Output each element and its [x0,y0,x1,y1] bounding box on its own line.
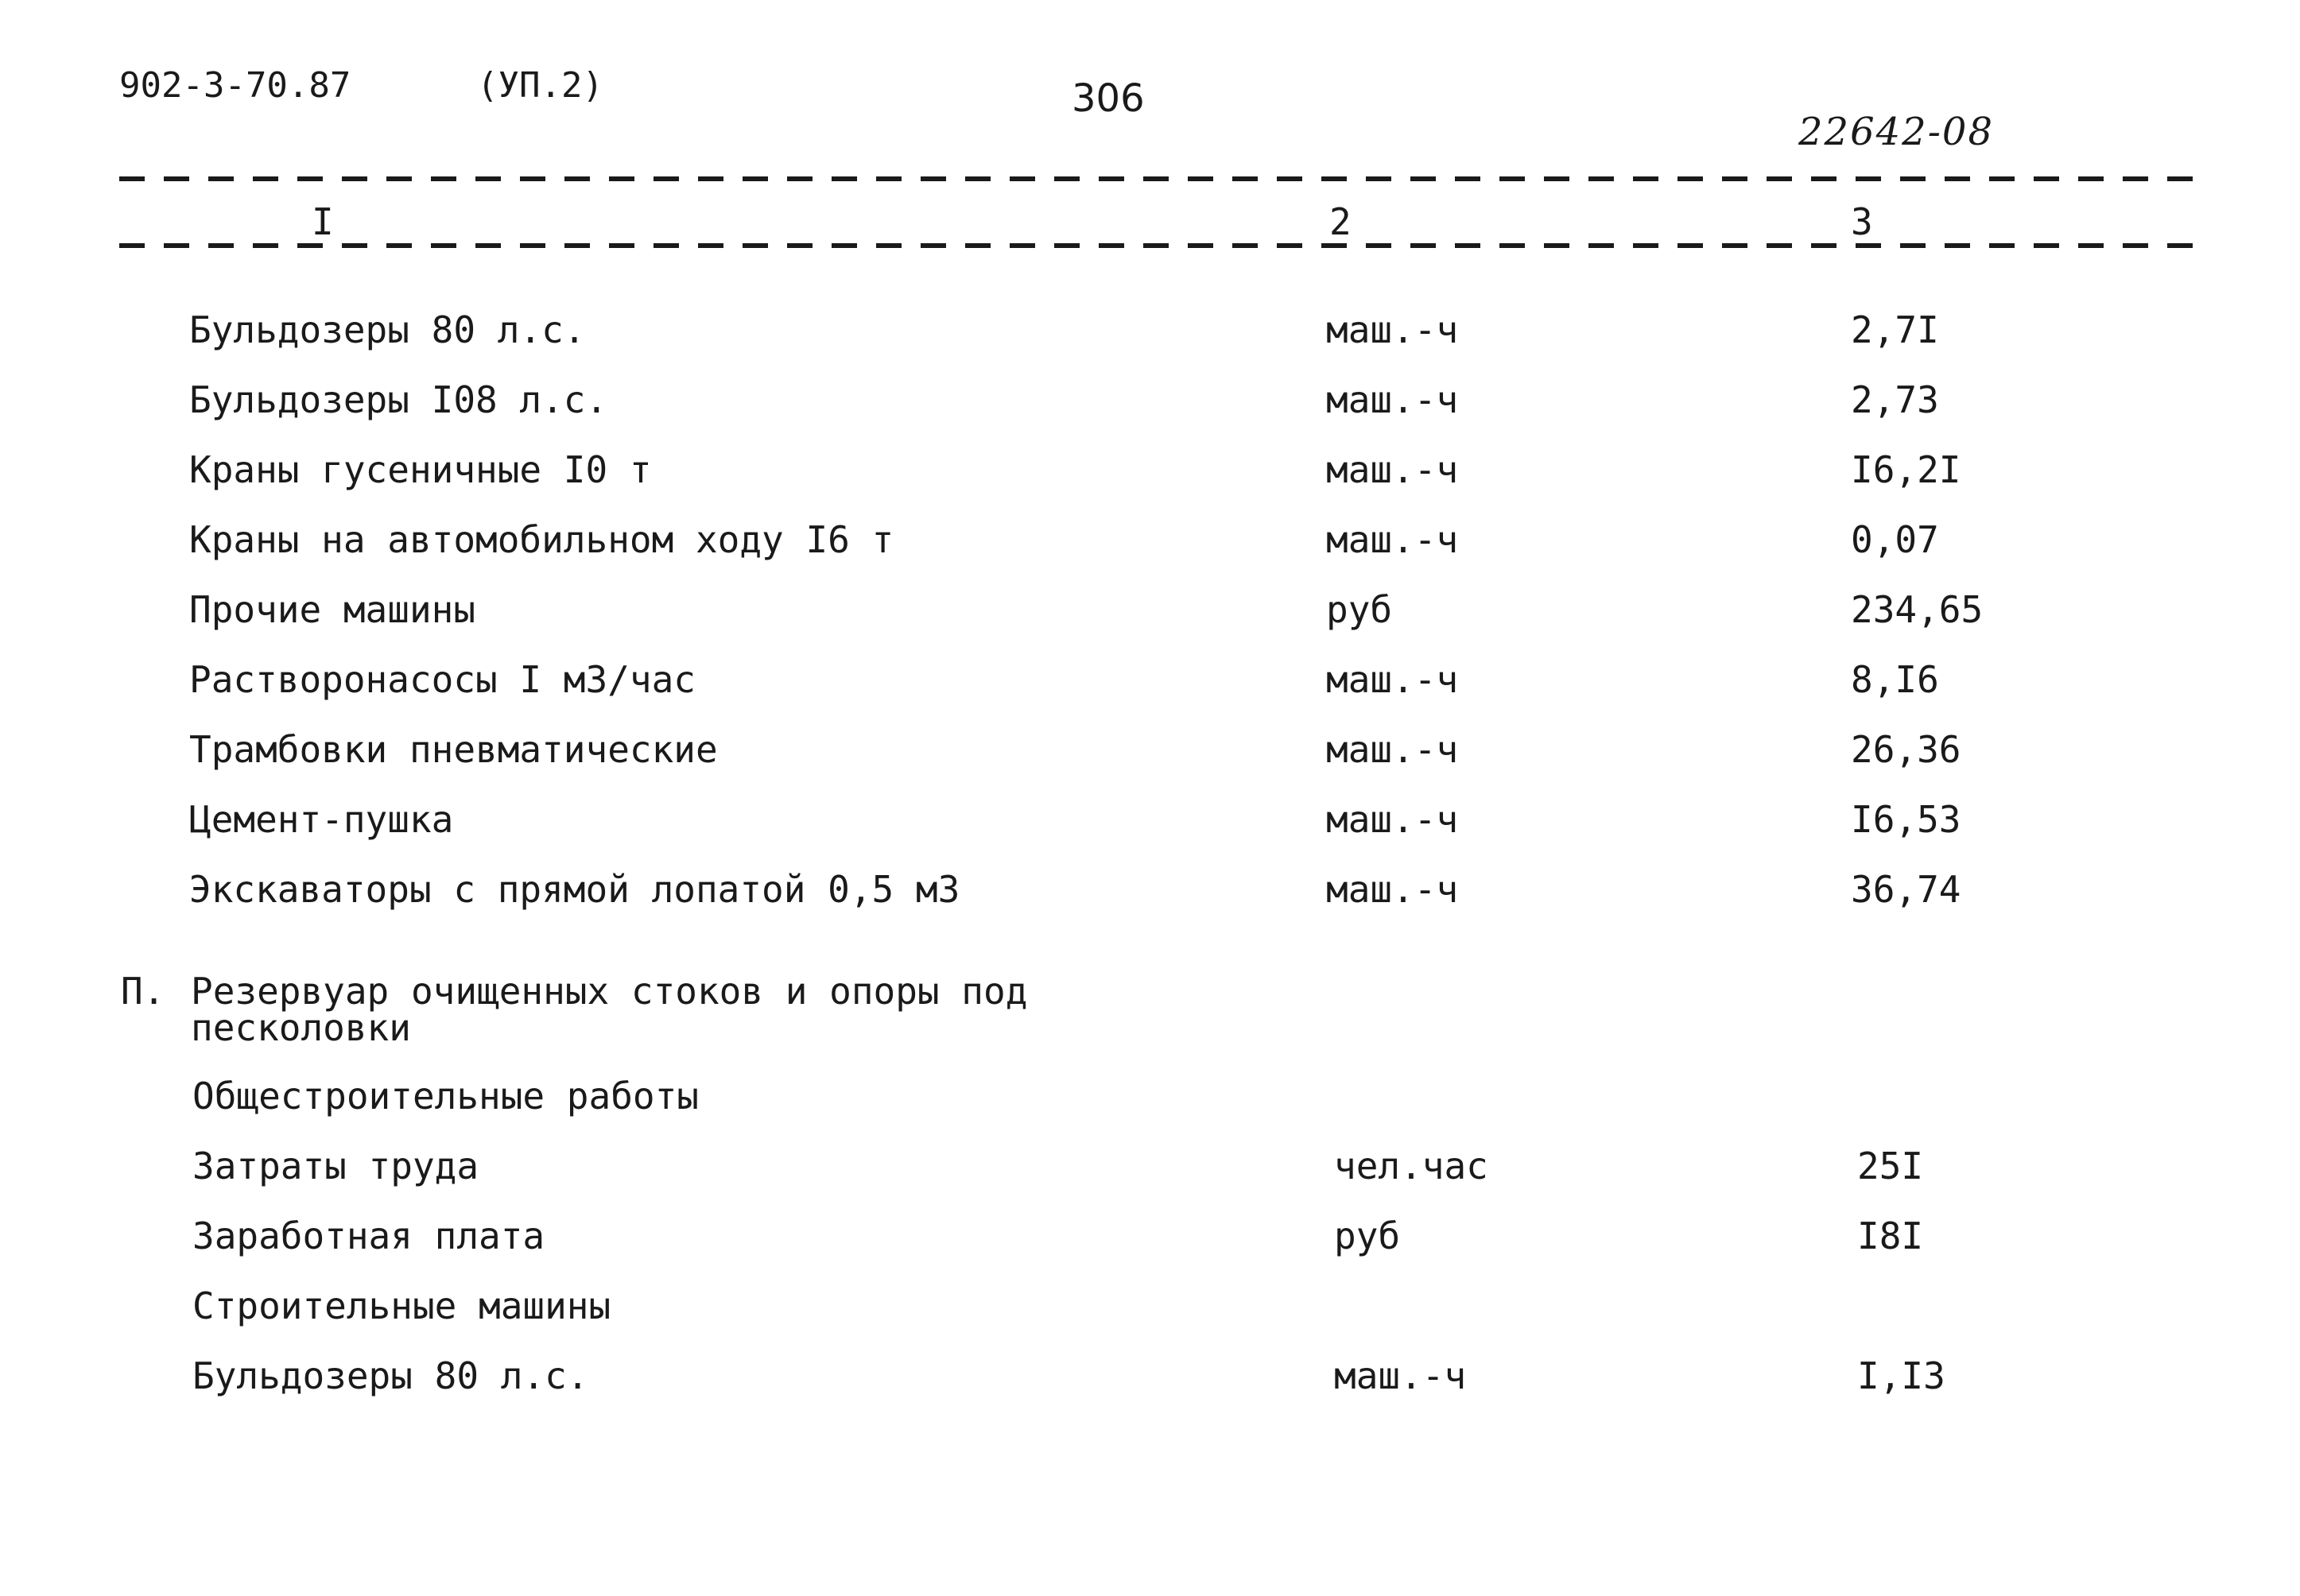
row-unit: маш.-ч [1326,798,1459,841]
row-value: 2,73 [1851,378,1939,421]
column-header-3: 3 [1848,200,1876,243]
row-unit: маш.-ч [1326,378,1459,421]
section-title-line-1: Резервуар очищенных стоков и опоры под [191,970,1028,1013]
row-value: 0,07 [1851,518,1939,561]
row-name: Цемент-пушка [189,798,454,841]
row-unit: маш.-ч [1326,308,1459,351]
row-unit: руб [1326,588,1393,631]
row-name: Заработная плата [192,1214,545,1257]
header-rule-top [119,176,2194,181]
sheet-code: 22642-08 [1798,110,1994,154]
row-name: Краны на автомобильном ходу I6 т [189,518,894,561]
row-name: Строительные машины [192,1284,611,1327]
row-name: Бульдозеры I08 л.с. [189,378,608,421]
row-value: I8I [1857,1214,1924,1257]
row-value: 26,36 [1851,728,1961,771]
column-header-1: I [308,200,337,243]
row-value: 36,74 [1851,868,1961,911]
row-name: Краны гусеничные I0 т [189,448,652,491]
row-name: Растворонасосы I м3/час [189,658,696,701]
row-value: I6,53 [1851,798,1961,841]
page-number: 306 [1072,76,1145,121]
header-rule-bottom [119,243,2194,248]
row-unit: руб [1334,1214,1401,1257]
column-header-2: 2 [1326,200,1355,243]
row-unit: маш.-ч [1326,728,1459,771]
row-name: Общестроительные работы [192,1075,699,1118]
row-name: Затраты труда [192,1145,479,1187]
section-title-line-2: песколовки [191,1006,411,1049]
document-code: 902-3-70.87 [119,65,351,106]
section-number: П. [121,970,165,1013]
row-unit: маш.-ч [1326,448,1459,491]
row-value: I6,2I [1851,448,1961,491]
row-value: 8,I6 [1851,658,1939,701]
row-unit: маш.-ч [1326,518,1459,561]
row-value: 234,65 [1851,588,1984,631]
row-unit: чел.час [1334,1145,1488,1187]
row-value: 2,7I [1851,308,1939,351]
row-name: Трамбовки пневматические [189,728,718,771]
row-name: Прочие машины [189,588,476,631]
row-value: I,I3 [1857,1354,1945,1397]
document-part: (УП.2) [477,65,603,106]
row-value: 25I [1857,1145,1924,1187]
row-unit: маш.-ч [1326,658,1459,701]
row-name: Бульдозеры 80 л.с. [192,1354,589,1397]
row-name: Бульдозеры 80 л.с. [189,308,586,351]
row-name: Экскаваторы с прямой лопатой 0,5 м3 [189,868,960,911]
row-unit: маш.-ч [1334,1354,1467,1397]
row-unit: маш.-ч [1326,868,1459,911]
